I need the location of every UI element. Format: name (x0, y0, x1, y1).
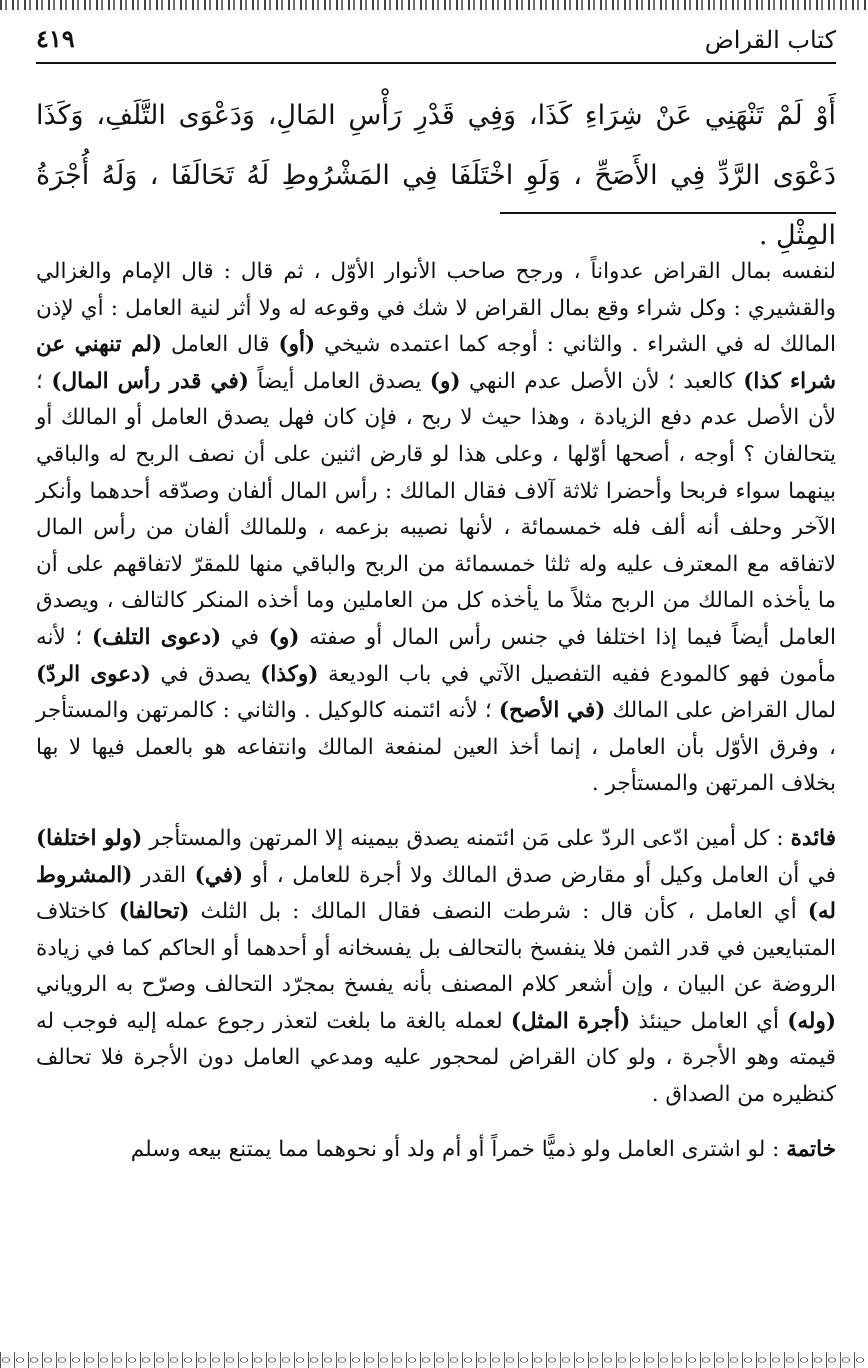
quoted-matn: (و) (268, 624, 300, 650)
commentary-paragraph-1 (36, 254, 836, 803)
running-title: كتاب القراض (704, 26, 836, 54)
quoted-matn: (دعوى التلف) (91, 624, 222, 650)
text-run: في (221, 624, 269, 650)
text-run: ؛ لأنه مأمون فهو كالمودع ففيه التفصيل الآتي في باب الوديعة (36, 624, 837, 687)
section-label: خاتمة (786, 1136, 836, 1162)
text-run: أي العامل ، كأن قال : شرطت النصف فقال المالك : بل الثلث (189, 899, 808, 925)
text-run: ؛ لأن الأصل عدم دفع الزيادة ، وهذا حيث لا ربح ، فإن كان فهل يصدق العامل أو المالك أو يتحالفان ؟ أوجه ، أصحها أوّلها ، وعلى هذا لو قارض اثنين على أن نصف الربح له والباقي بينهما سواء فربحا وأحضرا ثلاثة آلاف فقال المالك : رأس المال ألفان وصدّقه أحدهما وأنكر الآخر وحلف أنه ألف فله خمسمائة ، لأنها نصيبه بزعمه ، وللمالك ألفان من رأس المال لاتفاقه مع المعترف عليه وله ثلثا خمسمائة من الربح والباقي منها للمقرّ لاتفاقهم على أن ما يأخذه المالك من الربح مثلاً ما يأخذه كل من العاملين وما أخذه المنكر كالتالف ، ويصدق العامل أيضاً فيما إذا اختلفا في جنس رأس المال أو صفته (36, 368, 836, 650)
commentary-paragraph-2 (36, 821, 836, 1114)
quoted-matn: (أو) (278, 332, 316, 358)
main-text: أَوْ لَمْ تَنْهَنِي عَنْ شِرَاءِ كَذَا، وَفِي قَدْرِ رَأْسِ المَالِ، وَدَعْوَى التَّلَفِ، وَكَذَا دَعْوَى الرَّدِّ فِي الأَصَحِّ ، وَلَوِ اخْتَلَفَا فِي المَشْرُوطِ لَهُ تَحَالَفَا ، وَلَهُ أُجْرَةُ المِثْلِ . (36, 100, 836, 251)
quoted-matn: (تحالفا) (118, 899, 190, 925)
text-run: لنفسه بمال القراض عدواناً ، ورجح صاحب الأنوار الأوّل ، ثم قال : قال الإمام والغزالي والقشيري : وكل شراء وقع بمال القراض لا شك في وقوعه له ولا أثر لنية العامل : أي لإذن المالك له في الشراء . والثاني : أوجه كما اعتمده شيخي (36, 259, 836, 358)
quoted-matn: (وكذا) (260, 661, 319, 687)
text-run: لمال القراض على المالك (605, 698, 836, 724)
top-border-ornament (0, 0, 868, 10)
footnote-separator (500, 212, 836, 214)
text-run: كالعبد ؛ لأن الأصل عدم النهي (460, 368, 744, 394)
text-run: في أن العامل وكيل أو مقارض صدق المالك ولا أجرة للعامل ، أو (243, 862, 836, 888)
text-run: : لو اشترى العامل ولو ذميًّا خمراً أو أم ولد أو نحوهما مما يمتنع بيعه وسلم (130, 1136, 787, 1162)
text-run: كاختلاف المتبايعين في قدر الثمن فلا ينفسخ بالتحالف بل يفسخانه أو أحدهما أو الحاكم كما في زيادة الروضة عن البيان ، وإن أشعر كلام المصنف بأنه يفسخ بمجرّد التحالف وصرّح به الروياني (36, 899, 836, 998)
commentary (36, 254, 836, 1168)
quoted-matn: (و) (429, 368, 461, 394)
text-run: أي العامل حينئذ (630, 1008, 788, 1034)
text-run: : كل أمين ادّعى الردّ على مَن ائتمنه يصدق بيمينه إلا المرتهن والمستأجر (142, 825, 791, 851)
text-run: لعمله بالغة ما بلغت لتعذر رجوع عمله إليه فوجب له قيمته وهو الأجرة ، ولو كان القراض لمحجور عليه ومدعي العامل دون الأجرة فلا تحالف كنظيره من الصداق . (36, 1008, 836, 1108)
quoted-matn: (لم تنهني عن شراء كذا) (36, 332, 837, 394)
quoted-matn: (في قدر رأس المال) (51, 368, 249, 394)
page-number: ٤١٩ (36, 24, 75, 53)
text-run: ؛ لأنه ائتمنه كالوكيل . والثاني : كالمرتهن والمستأجر ، وفرق الأوّل بأن العامل ، إنما أخذ العين لمنفعة المالك وانتفاعه هو بالعمل فيها لا بها بخلاف المرتهن والمستأجر . (36, 698, 836, 797)
quoted-matn: (وله) (787, 1008, 836, 1034)
page-header (36, 22, 836, 64)
text-run: قال العامل (162, 332, 279, 358)
bottom-border-ornament (0, 1352, 868, 1368)
text-run: يصدق في (150, 661, 261, 687)
section-label: فائدة (790, 825, 837, 851)
quoted-matn: (المشروط له) (36, 862, 836, 925)
quoted-matn: (ولو اختلفا) (36, 825, 143, 851)
quoted-matn: (دعوى الردّ) (36, 661, 151, 687)
text-run: يصدق العامل أيضاً (248, 368, 430, 394)
quoted-matn: (في) (194, 862, 244, 888)
quoted-matn: (في الأصح) (498, 698, 606, 724)
quoted-matn: (أجرة المثل) (510, 1008, 631, 1034)
commentary-paragraph-3 (36, 1132, 836, 1169)
text-run: القدر (132, 862, 195, 888)
